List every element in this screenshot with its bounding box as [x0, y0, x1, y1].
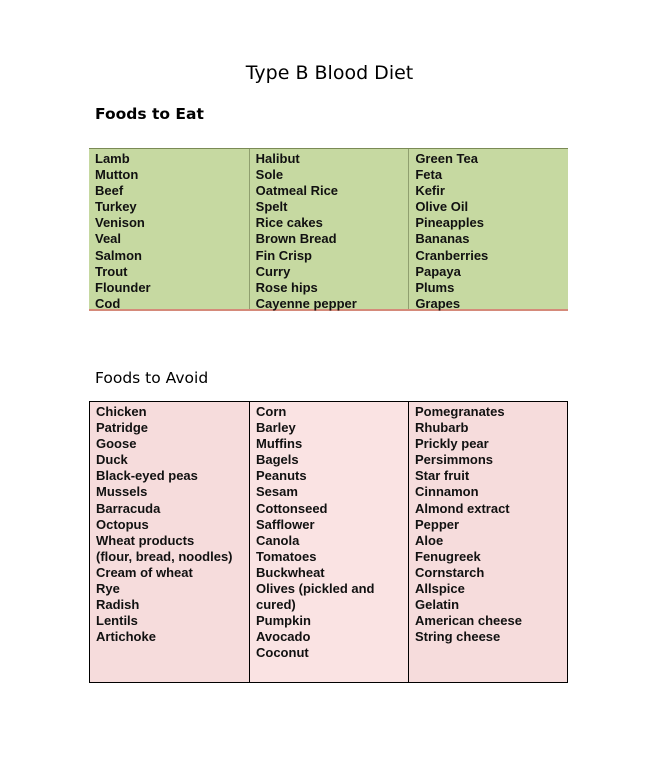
eat-food-item: Sole	[255, 167, 284, 183]
eat-food-item: Grapes	[415, 295, 461, 311]
avoid-food-item: Safflower	[256, 516, 315, 532]
avoid-food-item: Allspice	[415, 581, 465, 597]
avoid-food-item: Gelatin	[415, 597, 460, 613]
eat-column-1	[89, 149, 249, 309]
foods-to-eat-heading: Foods to Eat	[95, 105, 204, 123]
avoid-food-item: Cream of wheat	[96, 564, 193, 580]
avoid-food-item: Mussels	[96, 484, 148, 500]
avoid-food-item: Artichoke	[96, 629, 156, 645]
avoid-food-item: Cornstarch	[415, 564, 485, 580]
eat-food-item: Curry	[255, 263, 291, 279]
avoid-column-2	[249, 402, 408, 682]
avoid-food-item: Pumpkin	[256, 613, 311, 629]
page-title: Type B Blood Diet	[245, 62, 414, 84]
eat-food-item: Lamb	[95, 151, 130, 166]
avoid-food-item: Lentils	[96, 613, 138, 629]
eat-food-item: Pineapples	[415, 215, 484, 231]
eat-food-item: Cranberries	[415, 247, 489, 263]
foods-to-eat-table	[89, 148, 568, 311]
avoid-food-item: Avocado	[256, 629, 311, 645]
avoid-food-item: Barracuda	[96, 500, 161, 516]
avoid-food-item: Rye	[96, 581, 120, 597]
avoid-food-item: Aloe	[415, 532, 444, 548]
avoid-food-item: Fenugreek	[415, 548, 481, 564]
foods-to-avoid-table	[89, 401, 568, 683]
eat-food-item: Feta	[415, 167, 443, 183]
avoid-food-item: Sesam	[256, 484, 298, 500]
avoid-food-item: Peanuts	[256, 468, 307, 484]
avoid-food-item: Muffins	[256, 436, 303, 452]
eat-food-item: Veal	[95, 231, 122, 247]
avoid-food-item: Coconut	[256, 645, 309, 661]
eat-food-item: Oatmeal Rice	[255, 183, 339, 199]
avoid-food-item: (flour, bread, noodles)	[96, 548, 233, 564]
avoid-food-item: Goose	[96, 436, 137, 452]
eat-food-item: Spelt	[255, 199, 288, 215]
avoid-food-item: Barley	[256, 420, 296, 436]
eat-column-2	[249, 149, 409, 309]
eat-food-item: Olive Oil	[415, 199, 469, 215]
eat-food-item: Turkey	[95, 199, 137, 215]
eat-food-item: Rice cakes	[255, 215, 323, 231]
eat-food-item: Flounder	[95, 279, 151, 295]
avoid-food-item: Wheat products	[96, 532, 195, 548]
avoid-food-item: Chicken	[96, 404, 147, 419]
avoid-column-1	[90, 402, 249, 682]
avoid-food-item: Octopus	[96, 516, 149, 532]
eat-food-item: Brown Bread	[255, 231, 337, 247]
eat-food-item: Cayenne pepper	[255, 295, 357, 311]
eat-food-item: Kefir	[415, 183, 445, 199]
eat-food-item: Plums	[415, 279, 455, 295]
avoid-food-item: Rhubarb	[415, 420, 469, 436]
eat-food-item: Venison	[95, 215, 145, 231]
avoid-food-item: Canola	[256, 532, 300, 548]
eat-food-item: Papaya	[415, 263, 461, 279]
avoid-food-item: Tomatoes	[256, 548, 317, 564]
avoid-food-item: American cheese	[415, 613, 522, 629]
eat-food-item: Cod	[95, 295, 121, 311]
avoid-food-item: Buckwheat	[256, 564, 325, 580]
eat-food-item: Rose hips	[255, 279, 318, 295]
eat-food-item: Green Tea	[415, 151, 478, 166]
avoid-column-3	[408, 402, 567, 682]
avoid-food-item: Bagels	[256, 452, 299, 468]
eat-column-3	[408, 149, 568, 309]
avoid-food-item: Persimmons	[415, 452, 494, 468]
avoid-food-item: Cinnamon	[415, 484, 479, 500]
eat-food-item: Bananas	[415, 231, 470, 247]
foods-to-avoid-heading: Foods to Avoid	[95, 369, 209, 387]
eat-food-item: Halibut	[255, 151, 300, 166]
eat-food-item: Fin Crisp	[255, 247, 312, 263]
avoid-food-item: Cottonseed	[256, 500, 328, 516]
avoid-food-item: Black-eyed peas	[96, 468, 198, 484]
avoid-food-item: cured)	[256, 597, 296, 613]
avoid-food-item: Corn	[256, 404, 287, 419]
eat-food-item: Salmon	[95, 247, 142, 263]
avoid-food-item: Star fruit	[415, 468, 470, 484]
avoid-food-item: Pepper	[415, 516, 460, 532]
avoid-food-item: String cheese	[415, 629, 501, 645]
eat-food-item: Trout	[95, 263, 128, 279]
avoid-food-item: Olives (pickled and	[256, 581, 375, 597]
avoid-food-item: Prickly pear	[415, 436, 489, 452]
avoid-food-item: Pomegranates	[415, 404, 505, 419]
eat-food-item: Mutton	[95, 167, 139, 183]
avoid-food-item: Duck	[96, 452, 128, 468]
avoid-food-item: Radish	[96, 597, 140, 613]
eat-food-item: Beef	[95, 183, 124, 199]
avoid-food-item: Patridge	[96, 420, 149, 436]
avoid-food-item: Almond extract	[415, 500, 510, 516]
